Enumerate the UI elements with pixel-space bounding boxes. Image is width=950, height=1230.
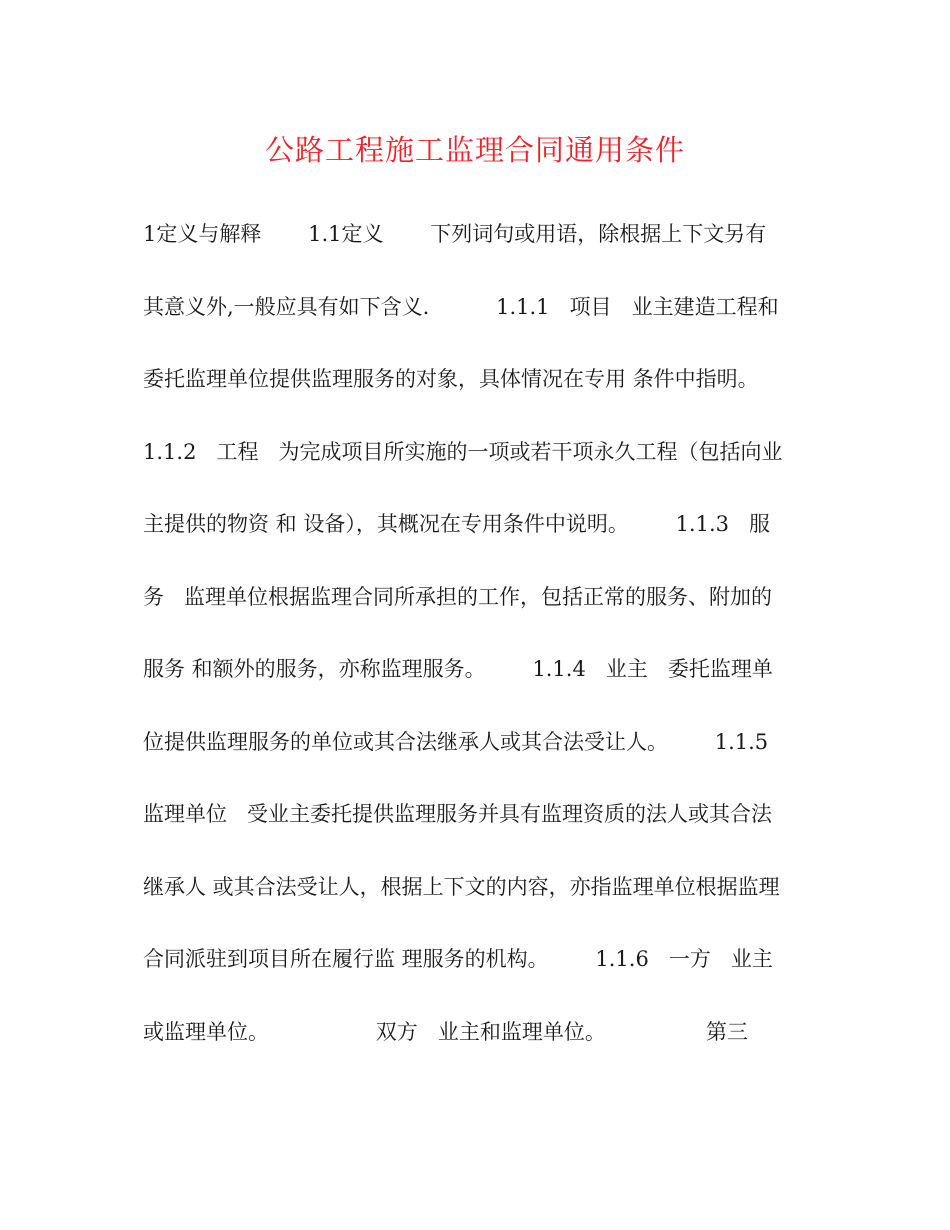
body-line: 位提供监理服务的单位或其合法继承人或其合法受让人。 1.1.5 (143, 729, 769, 754)
body-line: 委托监理单位提供监理服务的对象，具体情况在专用 条件中指明。 (143, 367, 759, 391)
body-line: 1.1.2 工程 为完成项目所实施的一项或若干项永久工程（包括向业 (143, 439, 783, 464)
body-line: 继承人 或其合法受让人，根据上下文的内容，亦指监理单位根据监理 (143, 874, 780, 899)
document-body (143, 214, 813, 1084)
document-title: 公路工程施工监理合同通用条件 (264, 133, 685, 167)
body-line: 1定义与解释 1.1定义 下列词句或用语，除根据上下文另有 (143, 222, 767, 246)
body-line: 其意义外,一般应具有如下含义. 1.1.1 项目 业主建造工程和 (143, 294, 779, 319)
body-line: 务 监理单位根据监理合同所承担的工作，包括正常的服务、附加的 (143, 584, 773, 609)
body-line: 或监理单位。 双方 业主和监理单位。 第三 (143, 1019, 748, 1044)
body-line: 合同派驻到项目所在履行监 理服务的机构。 1.1.6 一方 业主 (143, 947, 773, 971)
body-line: 服务 和额外的服务，亦称监理服务。 1.1.4 业主 委托监理单 (143, 657, 773, 681)
body-line: 主提供的物资 和 设备），其概况在专用条件中说明。 1.1.3 服 (143, 512, 771, 536)
body-line: 监理单位 受业主委托提供监理服务并具有监理资质的法人或其合法 (143, 802, 773, 826)
